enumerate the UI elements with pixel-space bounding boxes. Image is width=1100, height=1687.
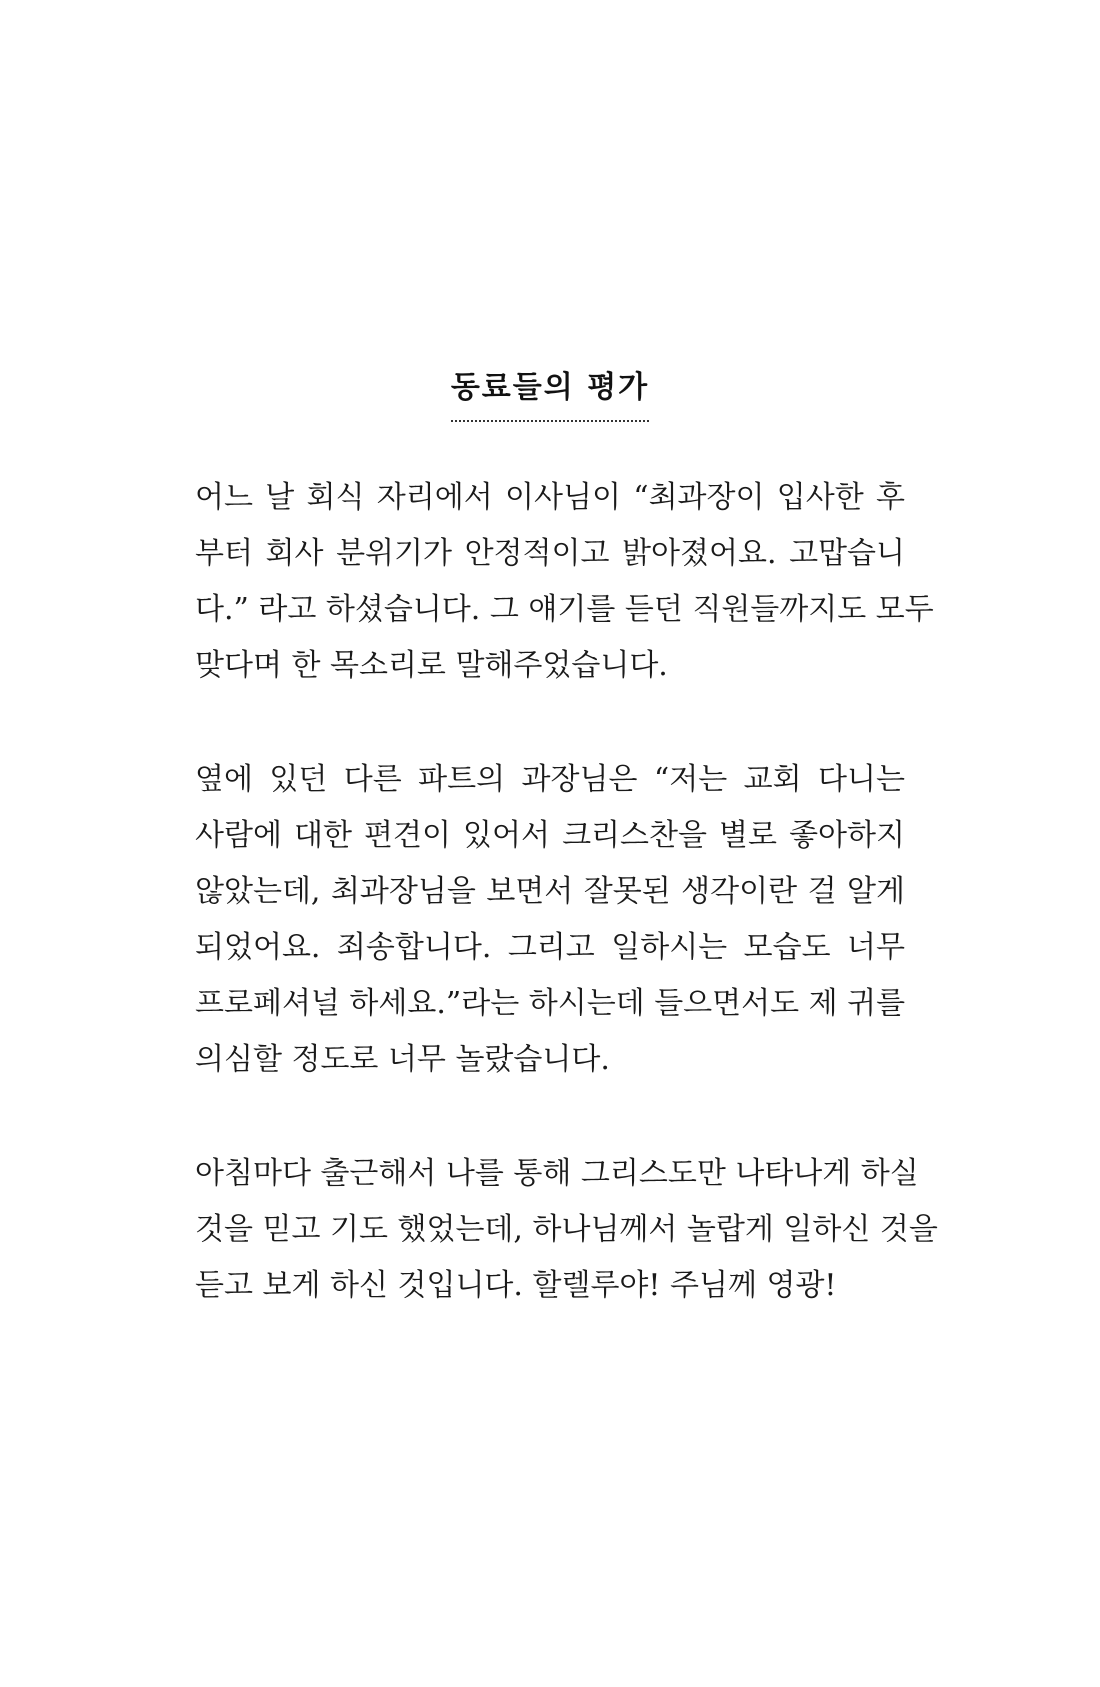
heading-container <box>0 362 1100 422</box>
paragraph <box>195 470 934 694</box>
text-line: 아침마다 출근해서 나를 통해 그리스도만 나타나게 하실 <box>195 1156 919 1191</box>
text-line: 의심할 정도로 너무 놀랐습니다. <box>195 1042 610 1077</box>
text-line: 옆에 있던 다른 파트의 과장님은 “저는 교회 다니는 <box>195 762 905 797</box>
text-line: 않았는데, 최과장님을 보면서 잘못된 생각이란 걸 알게 <box>195 874 905 909</box>
section-heading: 동료들의 평가 <box>451 362 649 422</box>
text-line: 것을 믿고 기도 했었는데, 하나님께서 놀랍게 일하신 것을 <box>195 1212 938 1247</box>
text-line: 어느 날 회식 자리에서 이사님이 “최과장이 입사한 후 <box>195 480 905 515</box>
text-line: 듣고 보게 하신 것입니다. 할렐루야! 주님께 영광! <box>195 1268 837 1303</box>
text-line: 프로페셔널 하세요.”라는 하시는데 들으면서도 제 귀를 <box>195 986 906 1021</box>
body-text <box>195 470 938 1372</box>
text-line: 부터 회사 분위기가 안정적이고 밝아졌어요. 고맙습니 <box>195 536 905 571</box>
text-line: 맞다며 한 목소리로 말해주었습니다. <box>195 648 668 683</box>
paragraph <box>195 752 905 1088</box>
text-line: 사람에 대한 편견이 있어서 크리스찬을 별로 좋아하지 <box>195 818 905 853</box>
text-line: 다.” 라고 하셨습니다. 그 얘기를 듣던 직원들까지도 모두 <box>195 592 934 627</box>
paragraph <box>195 1146 938 1314</box>
text-line: 되었어요. 죄송합니다. 그리고 일하시는 모습도 너무 <box>195 930 905 965</box>
